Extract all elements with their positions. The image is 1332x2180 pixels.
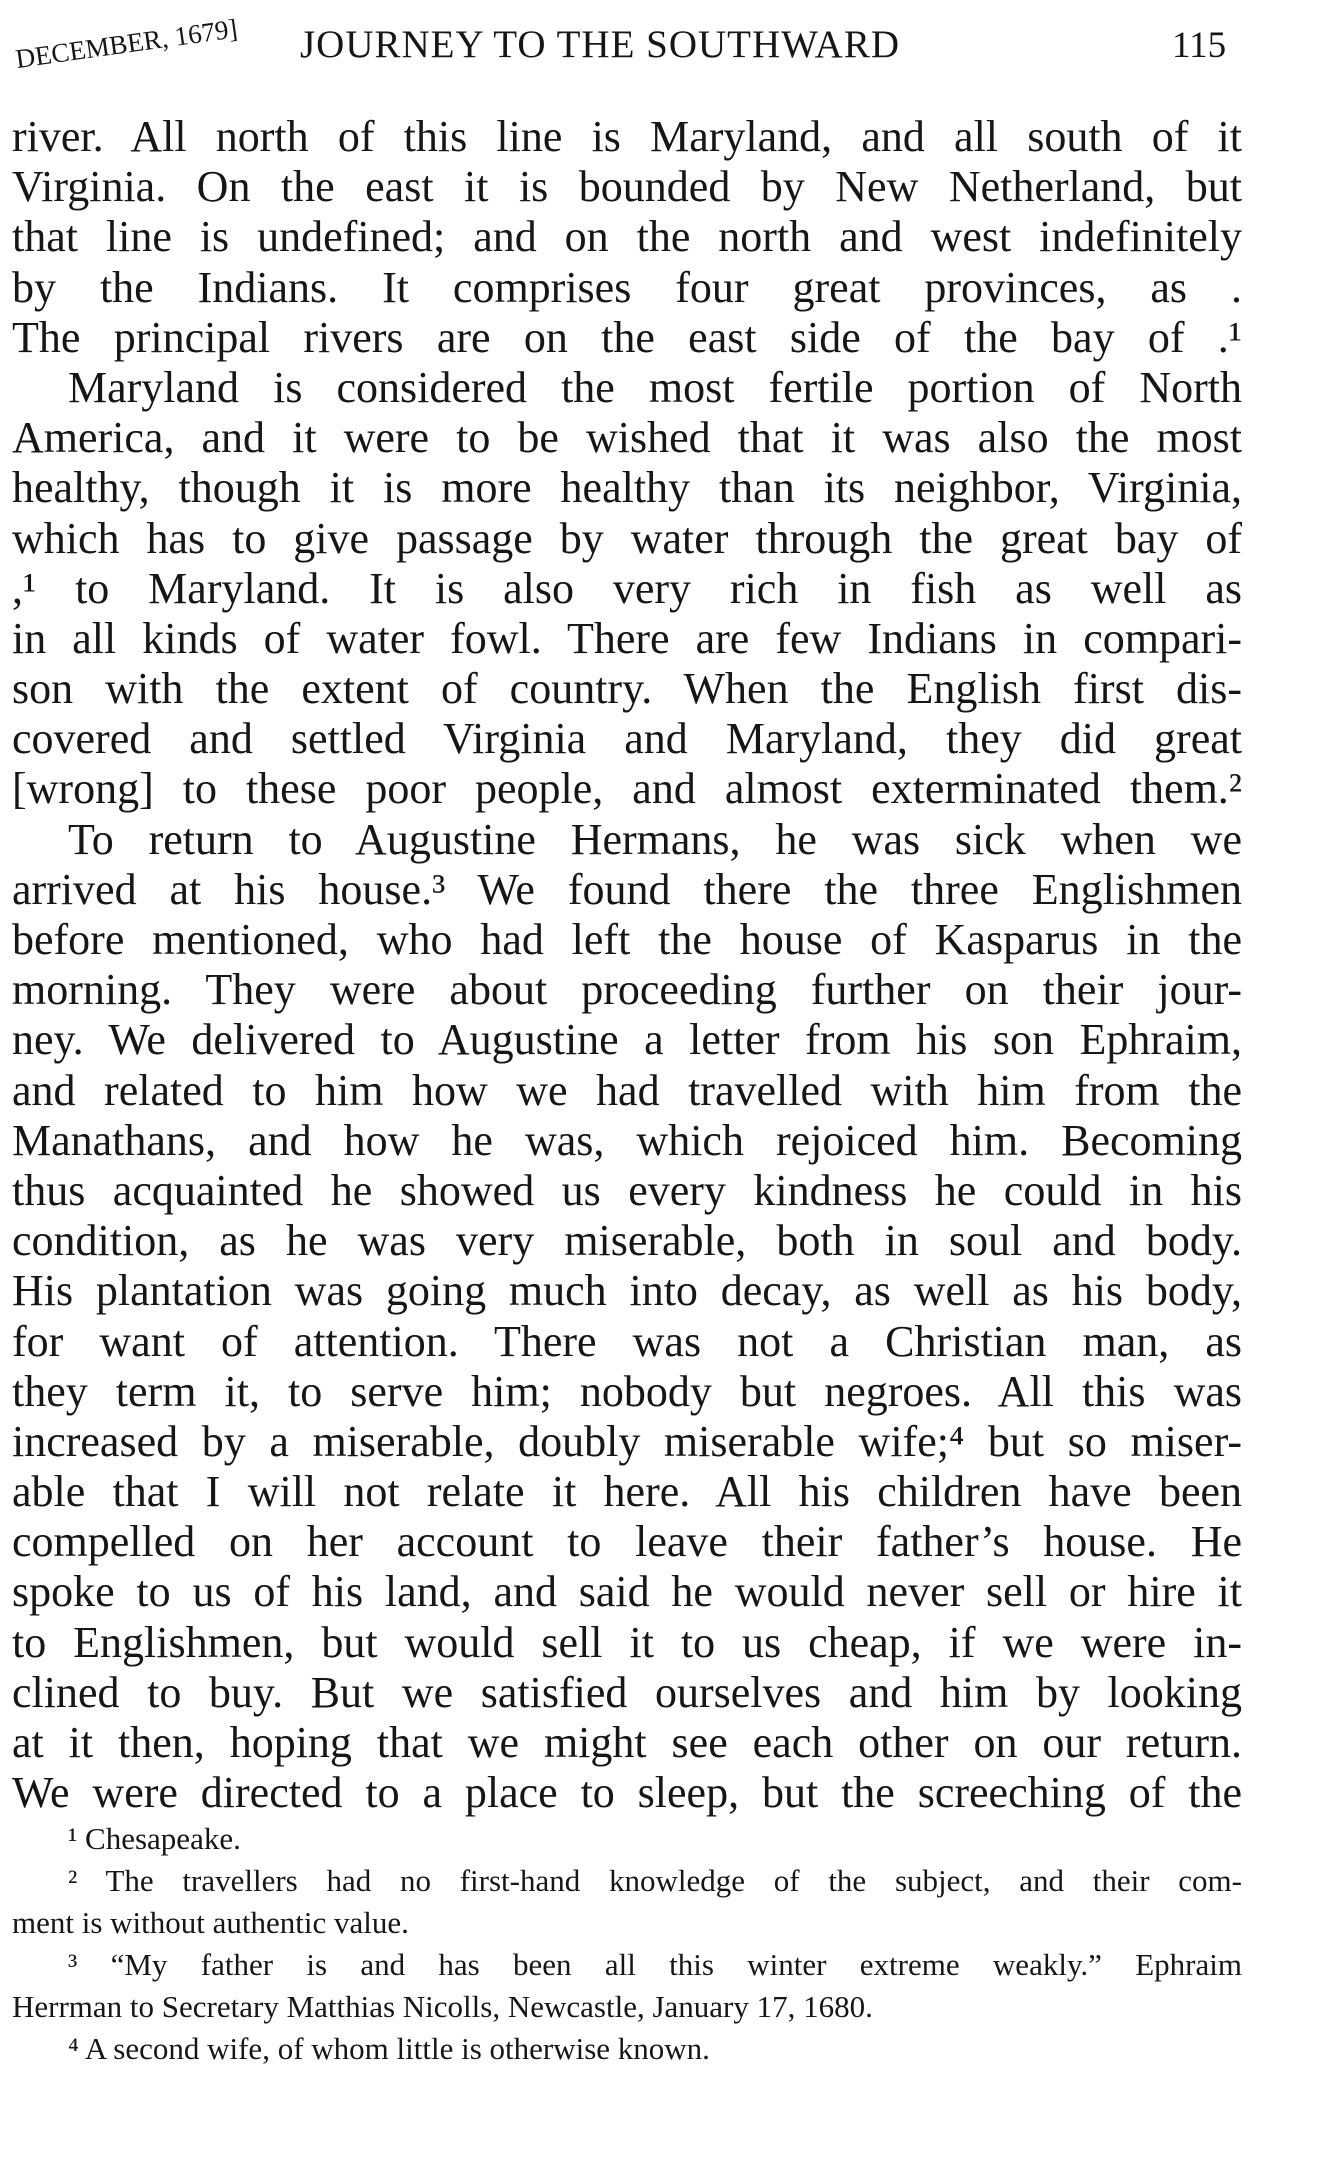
body-line: they term it, to serve him; nobody but negroes. All this was: [12, 1366, 1242, 1416]
body-line: To return to Augustine Hermans, he was sick when we: [68, 814, 1242, 864]
body-line: at it then, hoping that we might see each other on our return.: [12, 1718, 1242, 1767]
body-line: The principal rivers are on the east side of the bay of .¹: [12, 312, 1242, 362]
body-line: to Englishmen, but would sell it to us cheap, if we were in-: [12, 1617, 1242, 1667]
body-line: increased by a miserable, doubly miserable wife;⁴ but so miser-: [12, 1416, 1242, 1466]
body-line: son with the extent of country. When the English first dis-: [12, 664, 1242, 714]
body-line: able that I will not relate it here. All his children have been: [12, 1467, 1242, 1517]
body-line: that line is undefined; and on the north and west indefinitely: [12, 212, 1242, 262]
body-line: [wrong] to these poor people, and almost exterminated them.²: [12, 764, 1242, 814]
body-line: covered and settled Virginia and Maryland, they did great: [12, 714, 1242, 764]
body-line: morning. They were about proceeding further on their jour-: [12, 965, 1242, 1015]
footnote: ¹ Chesapeake.: [68, 1821, 241, 1856]
body-line: in all kinds of water fowl. There are few Indians in compari-: [12, 613, 1242, 663]
header-title: JOURNEY TO THE SOUTHWARD: [300, 23, 900, 66]
body-line: for want of attention. There was not a Christian man, as: [12, 1316, 1242, 1366]
footnote: ² The travellers had no first-hand knowledge of the subject, and their com-: [68, 1863, 1242, 1898]
body-line: condition, as he was very miserable, both in soul and body.: [12, 1216, 1242, 1266]
body-line: thus acquainted he showed us every kindness he could in his: [12, 1165, 1242, 1215]
body-line: arrived at his house.³ We found there the three Englishmen: [12, 864, 1242, 914]
page-number: 115: [1172, 25, 1227, 66]
body-line: healthy, though it is more healthy than its neighbor, Virginia,: [12, 463, 1242, 513]
running-header: [0, 13, 1332, 78]
body-line: river. All north of this line is Maryland, and all south of it: [12, 112, 1242, 161]
body-line: clined to buy. But we satisfied ourselves and him by looking: [12, 1667, 1242, 1717]
body-line: His plantation was going much into decay, as well as his body,: [12, 1266, 1242, 1316]
body-line: ,¹ to Maryland. It is also very rich in fish as well as: [12, 563, 1242, 613]
body-line: spoke to us of his land, and said he would never sell or hire it: [12, 1567, 1242, 1617]
body-line: by the Indians. It comprises four great provinces, as .: [12, 262, 1242, 312]
footnote: ment is without authentic value.: [12, 1905, 409, 1940]
body-line: before mentioned, who had left the house of Kasparus in the: [12, 915, 1242, 964]
body-text: [12, 112, 1242, 1818]
body-line: Manathans, and how he was, which rejoiced him. Becoming: [12, 1115, 1242, 1165]
footnotes: [12, 1818, 1242, 2070]
body-line: Virginia. On the east it is bounded by New Netherland, but: [12, 162, 1242, 212]
footnote: ⁴ A second wife, of whom little is otherwise known.: [68, 2031, 710, 2066]
body-line: and related to him how we had travelled with him from the: [12, 1065, 1242, 1115]
header-date: DECEMBER, 1679]: [13, 13, 240, 75]
body-line: America, and it were to be wished that it was also the most: [12, 413, 1242, 463]
footnote: ³ “My father is and has been all this winter extreme weakly.” Ephraim: [68, 1947, 1242, 1982]
body-line: which has to give passage by water through the great bay of: [12, 513, 1242, 563]
body-line: Maryland is considered the most fertile portion of North: [68, 362, 1242, 412]
body-line: ney. We delivered to Augustine a letter from his son Ephraim,: [12, 1015, 1242, 1065]
footnote: Herrman to Secretary Matthias Nicolls, Newcastle, January 17, 1680.: [12, 1989, 873, 2024]
body-line: compelled on her account to leave their father’s house. He: [12, 1517, 1242, 1567]
body-line: We were directed to a place to sleep, but the screeching of the: [12, 1768, 1242, 1818]
